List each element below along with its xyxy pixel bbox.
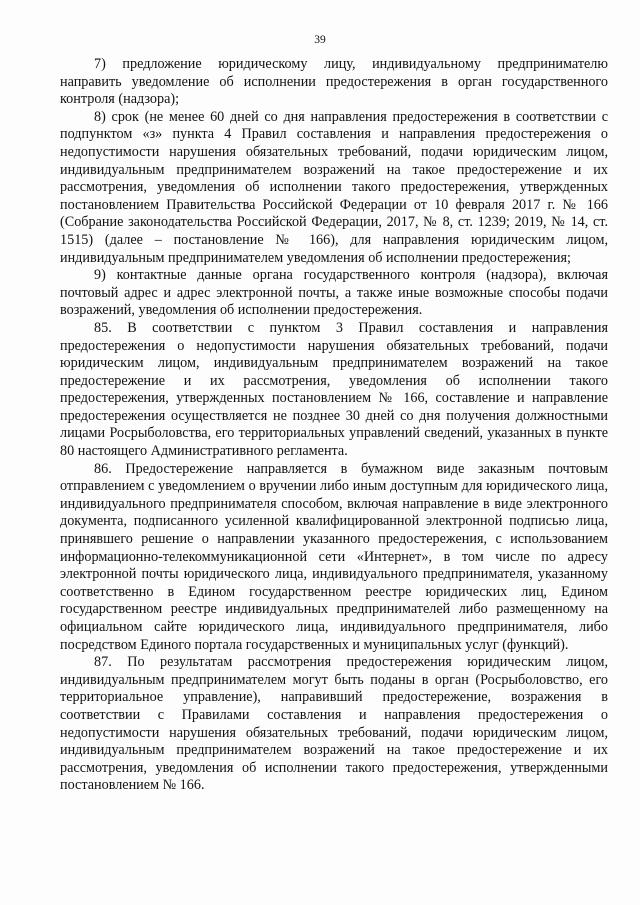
paragraph-item-8: 8) срок (не менее 60 дней со дня направления предостережения в соответствии с подпунктом «з» пункта 4 Правил составления и направления предостережения о недопустимости нарушения обязательных требований, подачи юридическим лицом, индивидуальным предпринимателем возражений на такое предостережение и их рассмотрения, уведомления об исполнении такого предостережения, утвержденных постановлением Правительства Российской Федерации от 10 февраля 2017 г. № 166 (Собрание законодательства Российской Федерации, 2017, № 8, ст. 1239; 2019, № 14, ст. 1515) (далее – постановление № 166), для направления юридическим лицом, индивидуальным предпринимателем уведомления об исполнении предостережения; [60, 108, 608, 266]
page-number: 39 [314, 34, 326, 46]
document-body [60, 56, 608, 795]
paragraph-item-7: 7) предложение юридическому лицу, индивидуальному предпринимателю направить уведомление об исполнении предостережения в орган государственного контроля (надзора); [60, 56, 608, 108]
paragraph-86: 86. Предостережение направляется в бумажном виде заказным почтовым отправлением с уведомлением о вручении либо иным доступным для юридического лица, индивидуального предпринимателя способом, включая направление в виде электронного документа, подписанного усиленной квалифицированной электронной подписью лица, принявшего решение о направлении указанного предостережения, с использованием информационно-телекоммуникационной сети «Интернет», в том числе по адресу электронной почты юридического лица, индивидуального предпринимателя, указанному соответственно в Едином государственном реестре юридических лиц, Едином государственном реестре индивидуальных предпринимателей либо размещенному на официальном сайте юридического лица, индивидуального предпринимателя, либо посредством Единого портала государственных и муниципальных услуг (функций). [60, 460, 608, 653]
paragraph-85: 85. В соответствии с пунктом 3 Правил составления и направления предостережения о недопустимости нарушения обязательных требований, подачи юридическим лицом, индивидуальным предпринимателем возражений на такое предостережение и их рассмотрения, уведомления об исполнении такого предостережения, утвержденных постановлением № 166, составление и направление предостережения осуществляется не позднее 30 дней со дня получения должностными лицами Росрыболовства, его территориальных управлений сведений, указанных в пункте 80 настоящего Административного регламента. [60, 319, 608, 460]
paragraph-87: 87. По результатам рассмотрения предостережения юридическим лицом, индивидуальным предпринимателем могут быть поданы в орган (Росрыболовство, его территориальное управление), направивший предостережение, возражения в соответствии с Правилами составления и направления предостережения о недопустимости нарушения обязательных требований, подачи юридическим лицом, индивидуальным предпринимателем возражений на такое предостережение и их рассмотрения, уведомления об исполнении такого предостережения, утвержденными постановлением № 166. [60, 654, 608, 794]
paragraph-item-9: 9) контактные данные органа государственного контроля (надзора), включая почтовый адрес и адрес электронной почты, а также иные возможные способы подачи возражений, уведомления об исполнении предостережения. [60, 267, 608, 319]
